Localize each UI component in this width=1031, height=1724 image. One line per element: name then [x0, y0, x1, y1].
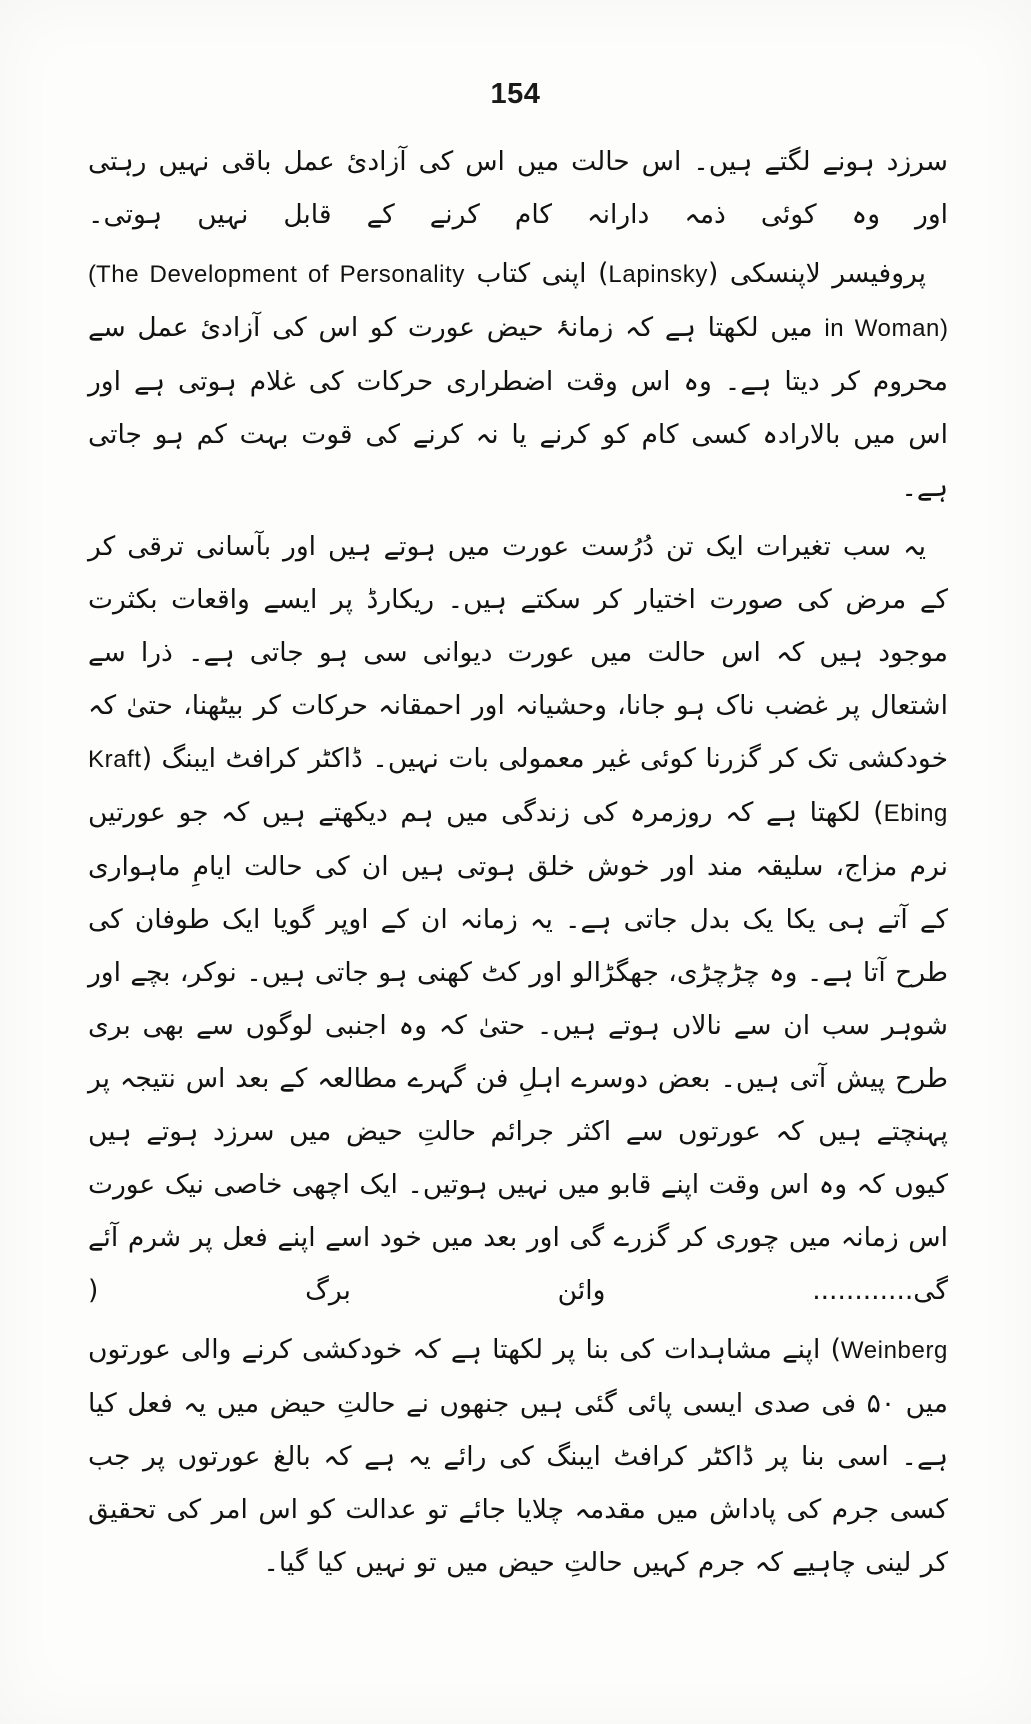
citation-kraft-ebing: Kraft Ebing — [88, 746, 948, 827]
paragraph-3 — [88, 520, 948, 1317]
citation-weinberg: Weinberg — [840, 1337, 948, 1364]
paragraph-2-text-mid: ) اپنی کتاب — [464, 258, 609, 289]
paragraph-4 — [88, 1323, 948, 1589]
paragraph-2 — [88, 247, 948, 514]
paragraph-1-text: سرزد ہونے لگتے ہیں۔ اس حالت میں اس کی آزادیٔ عمل باقی نہیں رہتی اور وہ کوئی ذمہ دارانہ کام کرنے کے قابل نہیں ہوتی۔ — [88, 146, 948, 230]
paragraph-3-text-after: ) لکھتا ہے کہ روزمرہ کی زندگی میں ہم دیکھتے ہیں کہ جو عورتیں نرم مزاج، سلیقہ مند اور خوش خلق ہوتی ہیں ان کی حالت ایامِ ماہواری کے آتے ہی یکا یک بدل جاتی ہے۔ یہ زمانہ ان کے اوپر گویا ایک طوفان کی طرح آتا ہے۔ وہ چڑچڑی، جھگڑالو اور کٹ کھنی ہو جاتی ہیں۔ نوکر، بچے اور شوہر سب ان سے نالاں ہوتے ہیں۔ حتیٰ کہ وہ اجنبی لوگوں سے بھی بری طرح پیش آتی ہیں۔ بعض دوسرے اہلِ فن گہرے مطالعہ کے بعد اس نتیجہ پر پہنچتے ہیں کہ عورتوں سے اکثر جرائم حالتِ حیض میں سرزد ہوتے ہیں کیوں کہ وہ اس وقت اپنے قابو میں نہیں ہوتیں۔ ایک اچھی خاصی نیک عورت اس زمانہ میں چوری کر گزرے گی اور بعد میں خود اسے اپنے فعل پر شرم آئے گی............ وائن برگ ( — [88, 797, 948, 1306]
citation-lapinsky: Lapinsky — [608, 261, 708, 288]
page-number: 154 — [490, 78, 541, 110]
paragraph-3-text-before: یہ سب تغیرات ایک تن دُرُست عورت میں ہوتے ہیں اور بآسانی ترقی کر کے مرض کی صورت اختیار کر سکتے ہیں۔ ریکارڈ پر ایسے واقعات بکثرت موجود ہیں کہ اس حالت میں عورت دیوانی سی ہو جاتی ہے۔ ذرا سے اشتعال پر غضب ناک ہو جانا، وحشیانہ اور احمقانہ حرکات کر بیٹھنا، حتیٰ کہ خودکشی تک کر گزرنا کوئی غیر معمولی بات نہیں۔ ڈاکٹر کرافٹ ایبنگ ( — [88, 531, 948, 774]
paragraph-4-text-after: ) اپنے مشاہدات کی بنا پر لکھتا ہے کہ خودکشی کرنے والی عورتوں میں ۵۰ فی صدی ایسی پائی گئی ہیں جنھوں نے حالتِ حیض میں یہ فعل کیا ہے۔ اسی بنا پر ڈاکٹر کرافٹ ایبنگ کی رائے یہ ہے کہ بالغ عورتوں پر جب کسی جرم کی پاداش میں مقدمہ چلایا جائے تو عدالت کو اس امر کی تحقیق کر لینی چاہیے کہ جرم کہیں حالتِ حیض میں تو نہیں کیا گیا۔ — [88, 1334, 948, 1578]
paragraph-2-text-after: میں لکھتا ہے کہ زمانۂ حیض عورت کو اس کی آزادیٔ عمل سے محروم کر دیتا ہے۔ وہ اس وقت اضطراری حرکات کی غلام ہوتی ہے اور اس میں بالارادہ کسی کام کو کرنے یا نہ کرنے کی قوت بہت کم ہو جاتی ہے۔ — [88, 312, 948, 503]
paragraph-1 — [88, 135, 948, 241]
paragraph-2-text-before: پروفیسر لاپنسکی ( — [707, 258, 926, 289]
page-body — [88, 135, 948, 1595]
citation-book-title: (The Development of Personality in Woman) — [88, 261, 948, 342]
